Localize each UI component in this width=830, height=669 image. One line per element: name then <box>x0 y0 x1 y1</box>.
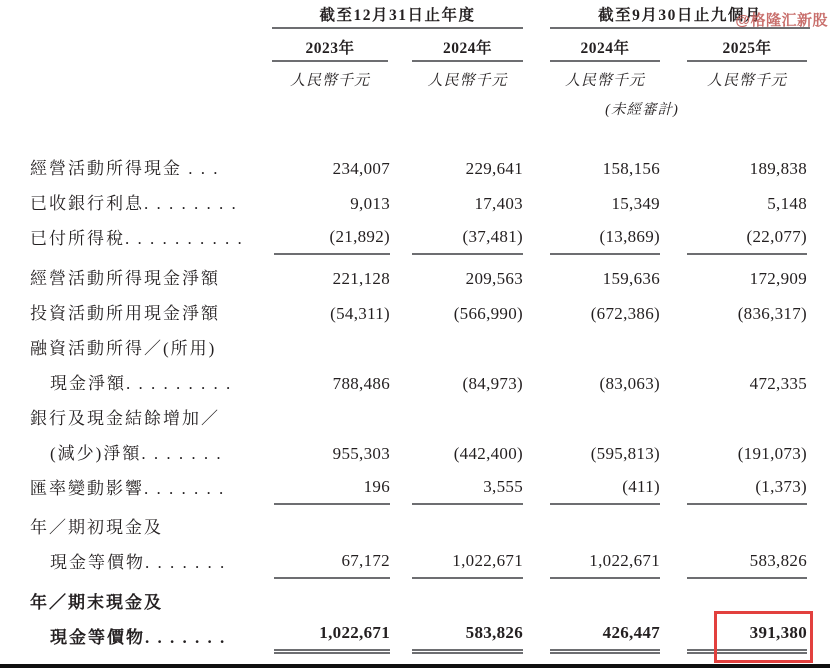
row-label: 融資活動所得／(所用) <box>30 339 217 358</box>
table-row <box>30 150 807 185</box>
table-cell <box>523 365 660 400</box>
table-row <box>30 260 807 295</box>
table-cell <box>660 509 807 544</box>
cell-value <box>274 541 390 544</box>
cell-value: 67,172 <box>274 548 390 579</box>
table-cell <box>390 435 523 470</box>
table-cell <box>660 220 807 255</box>
cell-value: 1,022,671 <box>274 620 390 654</box>
column-rule <box>687 60 807 62</box>
table-cell <box>523 544 660 579</box>
table-rows <box>30 150 807 654</box>
table-row <box>30 220 807 255</box>
row-label: 已付所得稅. . . . . . . . . . <box>30 229 244 248</box>
cell-value: 209,563 <box>465 269 523 288</box>
table-cell <box>390 220 523 255</box>
table-cell <box>390 150 523 185</box>
cell-value: 583,826 <box>687 548 807 579</box>
table-cell <box>660 185 807 220</box>
cell-value: 583,826 <box>412 620 523 654</box>
cell-value: (836,317) <box>737 304 807 323</box>
cell-value: 955,303 <box>332 444 390 463</box>
row-label: 年／期末現金及 <box>30 593 163 612</box>
page-bottom-rule <box>0 664 830 668</box>
cell-value: (54,311) <box>330 304 390 323</box>
table-row <box>30 330 807 365</box>
cell-value: (191,073) <box>737 444 807 463</box>
cell-value: 159,636 <box>602 269 660 288</box>
table-cell <box>390 544 523 579</box>
currency-unit: 人民幣千元 <box>427 73 508 89</box>
cell-value: 15,349 <box>611 194 660 213</box>
table-cell <box>272 470 390 505</box>
cell-value: (672,386) <box>590 304 660 323</box>
column-year-2025: 2025年 <box>722 40 772 57</box>
period-group-annual: 截至12月31日止年度 <box>319 7 476 24</box>
table-cell <box>272 220 390 255</box>
cell-value <box>412 362 523 365</box>
row-label: 現金淨額. . . . . . . . . <box>50 374 233 393</box>
cell-value: 229,641 <box>465 159 523 178</box>
cell-value: 1,022,671 <box>412 548 523 579</box>
cell-value: (84,973) <box>462 374 523 393</box>
highlight-box <box>714 611 813 663</box>
table-cell <box>660 260 807 295</box>
table-cell <box>660 544 807 579</box>
table-row <box>30 509 807 544</box>
cell-value: 788,486 <box>332 374 390 393</box>
row-label: 已收銀行利息. . . . . . . . <box>30 194 238 213</box>
table-cell <box>272 435 390 470</box>
table-row <box>30 400 807 435</box>
table-cell <box>272 544 390 579</box>
row-label: 年／期初現金及 <box>30 518 163 537</box>
table-cell <box>660 400 807 435</box>
column-rule <box>272 60 388 62</box>
cell-value: (566,990) <box>453 304 523 323</box>
table-cell <box>660 619 807 654</box>
period-group-nine-months: 截至9月30日止九個月 <box>598 7 762 24</box>
table-cell <box>390 365 523 400</box>
cell-value: 158,156 <box>602 159 660 178</box>
table-cell <box>390 185 523 220</box>
cell-value <box>274 616 390 619</box>
row-label: 經營活動所得現金淨額 <box>30 269 220 288</box>
row-label: (減少)淨額. . . . . . . <box>50 444 223 463</box>
table-cell <box>523 185 660 220</box>
cell-value: 391,380 <box>687 620 807 654</box>
currency-unit: 人民幣千元 <box>564 73 645 89</box>
table-cell <box>660 470 807 505</box>
currency-unit: 人民幣千元 <box>289 73 370 89</box>
table-cell <box>523 619 660 654</box>
table-cell <box>272 400 390 435</box>
table-cell <box>523 260 660 295</box>
table-cell <box>660 150 807 185</box>
cell-value: 3,555 <box>412 474 523 505</box>
cell-value: 234,007 <box>332 159 390 178</box>
cell-value <box>687 432 807 435</box>
column-year-2024-ninemonth: 2024年 <box>580 40 630 57</box>
table-cell <box>523 509 660 544</box>
table-cell <box>390 584 523 619</box>
cell-value: (83,063) <box>599 374 660 393</box>
table-cell <box>523 470 660 505</box>
cell-value <box>274 432 390 435</box>
table-cell <box>390 509 523 544</box>
table-cell <box>272 509 390 544</box>
table-row <box>30 295 807 330</box>
cell-value <box>550 541 660 544</box>
table-cell <box>660 295 807 330</box>
table-cell <box>390 330 523 365</box>
table-cell <box>390 400 523 435</box>
column-year-2024: 2024年 <box>442 40 492 57</box>
table-cell <box>523 295 660 330</box>
table-cell <box>272 260 390 295</box>
row-label: 投資活動所用現金淨額 <box>30 304 220 323</box>
table-row <box>30 470 807 505</box>
table-row <box>30 365 807 400</box>
cell-value: 9,013 <box>350 194 390 213</box>
cell-value <box>550 432 660 435</box>
cell-value: (21,892) <box>274 224 390 255</box>
cell-value: (411) <box>550 474 660 505</box>
cell-value: 1,022,671 <box>550 548 660 579</box>
cell-value: 189,838 <box>749 159 807 178</box>
cell-value <box>687 541 807 544</box>
cell-value: 5,148 <box>767 194 807 213</box>
table-cell <box>272 619 390 654</box>
row-label: 現金等價物. . . . . . . <box>50 553 227 572</box>
cell-value <box>550 616 660 619</box>
row-label: 銀行及現金結餘增加／ <box>30 409 220 428</box>
table-cell <box>390 295 523 330</box>
table-cell <box>272 150 390 185</box>
table-cell <box>523 150 660 185</box>
table-row <box>30 584 807 619</box>
cell-value <box>274 362 390 365</box>
currency-unit: 人民幣千元 <box>706 73 787 89</box>
table-cell <box>272 295 390 330</box>
table-cell <box>390 470 523 505</box>
cell-value <box>412 541 523 544</box>
cell-value: (37,481) <box>412 224 523 255</box>
table-cell <box>272 365 390 400</box>
table-cell <box>523 220 660 255</box>
table-cell <box>272 185 390 220</box>
cell-value: 196 <box>274 474 390 505</box>
cell-value: (442,400) <box>453 444 523 463</box>
cell-value <box>412 432 523 435</box>
column-rule <box>412 60 523 62</box>
watermark: @格隆汇新股 <box>735 12 828 29</box>
table-row <box>30 544 807 579</box>
column-year-2023: 2023年 <box>305 40 355 57</box>
table-cell <box>272 584 390 619</box>
group-rule-annual <box>272 27 523 29</box>
cell-value <box>687 362 807 365</box>
cell-value: (1,373) <box>687 474 807 505</box>
cell-value: (22,077) <box>687 224 807 255</box>
row-label: 經營活動所得現金 . . . <box>30 159 220 178</box>
column-rule <box>550 60 660 62</box>
table-cell <box>272 330 390 365</box>
cell-value: 172,909 <box>749 269 807 288</box>
cell-value: 472,335 <box>749 374 807 393</box>
table-cell <box>523 330 660 365</box>
cell-value: 426,447 <box>550 620 660 654</box>
table-row <box>30 435 807 470</box>
unaudited-note: (未經審計) <box>605 102 679 118</box>
cell-value: (13,869) <box>550 224 660 255</box>
table-cell <box>523 435 660 470</box>
cell-value <box>550 362 660 365</box>
cell-value: (595,813) <box>590 444 660 463</box>
table-cell <box>523 400 660 435</box>
cell-value: 221,128 <box>332 269 390 288</box>
table-cell <box>660 435 807 470</box>
table-row <box>30 185 807 220</box>
row-label: 匯率變動影響. . . . . . . <box>30 479 226 498</box>
table-cell <box>660 365 807 400</box>
cell-value <box>412 616 523 619</box>
table-cell <box>390 619 523 654</box>
table-cell <box>390 260 523 295</box>
table-cell <box>660 330 807 365</box>
table-cell <box>523 584 660 619</box>
cell-value: 17,403 <box>474 194 523 213</box>
table-row <box>30 619 807 654</box>
row-label: 現金等價物. . . . . . . <box>50 628 227 647</box>
